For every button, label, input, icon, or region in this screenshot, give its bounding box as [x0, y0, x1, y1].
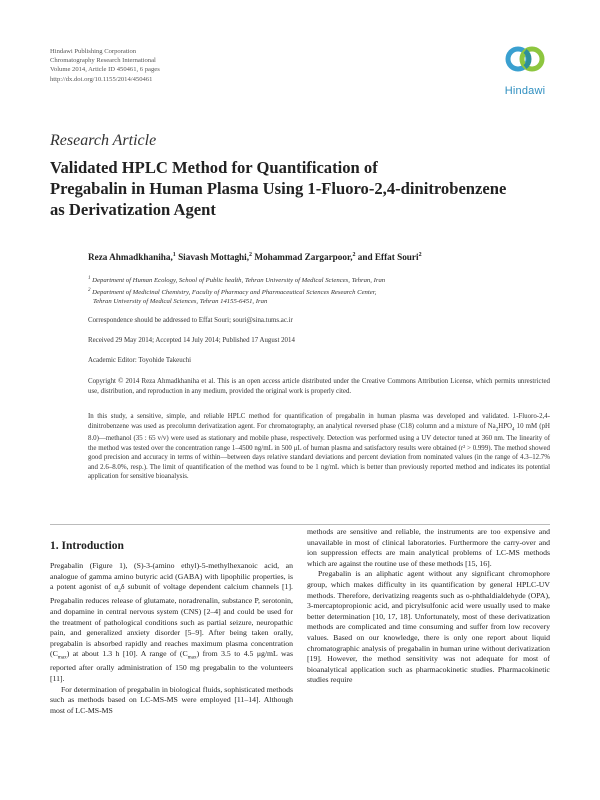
logo-text: Hindawi — [504, 85, 546, 97]
author-3: Mohammad Zargarpoor, — [252, 252, 353, 263]
text-run: ) from 3.5 to 4.5 μg/mL was reported after orally administration of 150 mg pregabalin to the volunteers [11]. — [50, 649, 293, 684]
article-title — [50, 157, 550, 220]
author-list — [88, 252, 422, 262]
affiliation-2-cont: Tehran University of Medical Sciences, Tehran 14155-6451, Iran — [93, 298, 268, 306]
publisher: Hindawi Publishing Corporation — [50, 48, 137, 55]
paragraph: For determination of pregabalin in biological fluids, sophisticated methods such as methods based on LC-MS-MS were employed [11–14]. Although most of LC-MS-MS — [50, 684, 293, 715]
subscript: max — [187, 654, 197, 661]
paragraph — [50, 561, 293, 685]
academic-editor: Academic Editor: Toyohide Takeuchi — [88, 357, 192, 364]
section-heading: 1. Introduction — [50, 540, 124, 552]
affiliation-1 — [88, 274, 548, 286]
paragraph: Pregabalin is an aliphatic agent without any significant chromophore group, which makes difficulty in its quantification by general HPLC-UV methods. Therefore, derivatizing reagents such as o-phthaldialdehyde (OPA), 3-mercaptopropionic acid, and picrylsulfonic acid were usually used to make better determination [10, 17, 18]. Unfortunately, most of these derivatization methods are complicated and time consuming and suffer from low recovery values. Based on our knowledge, there is only one report about liquid chromatographic analysis of pregabalin in human urine without derivatization [19]. However, the method sensitivity was not adequate for most of bioanalytical application such as pharmacokinetic studies. Pharmacokinetic studies require — [307, 569, 550, 685]
abstract — [88, 412, 550, 482]
abstract-sub-1: 2 — [495, 426, 499, 432]
title-line-2: Pregabalin in Human Plasma Using 1-Fluoro-2,4-dinitrobenzene — [50, 179, 507, 198]
affiliation-1-number: 1 — [88, 276, 91, 281]
doi-link[interactable]: http://dx.doi.org/10.1155/2014/450461 — [50, 75, 153, 83]
affiliations — [88, 274, 548, 307]
author-4: and Effat Souri — [355, 252, 419, 263]
body-right-column — [307, 527, 550, 686]
abstract-part-1: In this study, a sensitive, simple, and reliable HPLC method for quantification of pregabalin in human plasma was developed and validated. 1-Fluoro-2,4-dinitrobenzene was used as precolumn derivatization agent. For chromatography, an analytical reversed phase (C18) column and a mixture of Na — [88, 413, 550, 430]
abstract-part-3: 10 mM (pH 8.0)—methanol (35 : 65 v/v) were used as stationary and mobile phase, respectively. Detection was performed using a UV detector tuned at 360 nm. The linearity of the method was tested over the concentration range 1–4500 ng/mL in 500 μL of human plasma and satisfactory results were obtained (r² > 0.999). The method showed good precision and accuracy in terms of within—between days relative standard deviations and percent deviation from nominated values (in the range of 4.3–12.7% and 2.6–8.0%, resp.). The limit of quantification of the method was found to be 1 ng/mL which is better than previously reported method and indicates its potential application for sensitive bioanalysis. — [88, 422, 550, 481]
affiliation-2-number: 2 — [88, 287, 91, 293]
author-3-affil: 2 — [352, 252, 356, 258]
author-4-affil: 2 — [418, 252, 422, 258]
text-run: ) at about 1.3 h [10]. A range of (C — [66, 649, 188, 659]
affiliation-2-text: Department of Medicinal Chemistry, Faculty of Pharmacy and Pharmaceutical Sciences Research Center, — [90, 288, 377, 296]
journal-header — [50, 47, 160, 84]
abstract-sub-2: 4 — [512, 426, 515, 432]
subscript: 2 — [118, 587, 121, 594]
article-type: Research Article — [50, 132, 157, 149]
text-run: δ subunit of voltage dependent calcium channels [1]. Pregabalin reduces release of glutamate, noradrenalin, substance P, serotonin, and dopamine in central nervous system (CNS) [2–4] and could be used for the treatment of pathological conditions such as partial seizure, neuropathic pain, and generalized anxiety disorder [5–9]. After being taken orally, pregabalin is absorbed rapidly and reaches maximum plasma concentration (C — [50, 582, 293, 659]
affiliation-2 — [88, 286, 548, 298]
journal-name: Chromatography Research International — [50, 57, 156, 65]
affiliation-1-text: Department of Human Ecology, School of Public health, Tehran University of Medical Sciences, Tehran, Iran — [90, 277, 386, 285]
text-run: Pregabalin (Figure 1), (S)-3-(amino ethyl)-5-methylhexanoic acid, an analogue of gamma amino butyric acid (GABA) with lipophilic properties, is a potent agonist of α — [50, 561, 293, 592]
title-line-1: Validated HPLC Method for Quantification of — [50, 158, 378, 177]
hindawi-rings-icon — [503, 42, 547, 82]
publisher-logo — [496, 42, 554, 97]
author-2: Siavash Mottaghi, — [175, 252, 250, 263]
paragraph: methods are sensitive and reliable, the instruments are too expensive and unavailable in most of clinical laboratories. Furthermore the carry-over and ion suppression effects are main analytical problems of LC-MS methods which are against the routine use of these methods [15, 16]. — [307, 527, 550, 568]
section-divider — [50, 524, 550, 525]
article-dates: Received 29 May 2014; Accepted 14 July 2014; Published 17 August 2014 — [88, 337, 295, 344]
subscript: max — [57, 654, 67, 661]
copyright-notice: Copyright © 2014 Reza Ahmadkhaniha et al. This is an open access article distributed under the Creative Commons Attribution License, which permits unrestricted use, distribution, and reproduction in any medium, provided the original work is properly cited. — [88, 378, 550, 395]
correspondence: Correspondence should be addressed to Effat Souri; souri@sina.tums.ac.ir — [88, 317, 293, 324]
title-line-3: as Derivatization Agent — [50, 200, 216, 219]
abstract-part-2: HPO — [498, 422, 513, 430]
volume-info: Volume 2014, Article ID 450461, 6 pages — [50, 66, 160, 74]
body-left-column — [50, 561, 293, 716]
author-1-affil: 1 — [172, 252, 176, 258]
author-2-affil: 2 — [249, 252, 253, 258]
author-1: Reza Ahmadkhaniha, — [88, 252, 173, 263]
